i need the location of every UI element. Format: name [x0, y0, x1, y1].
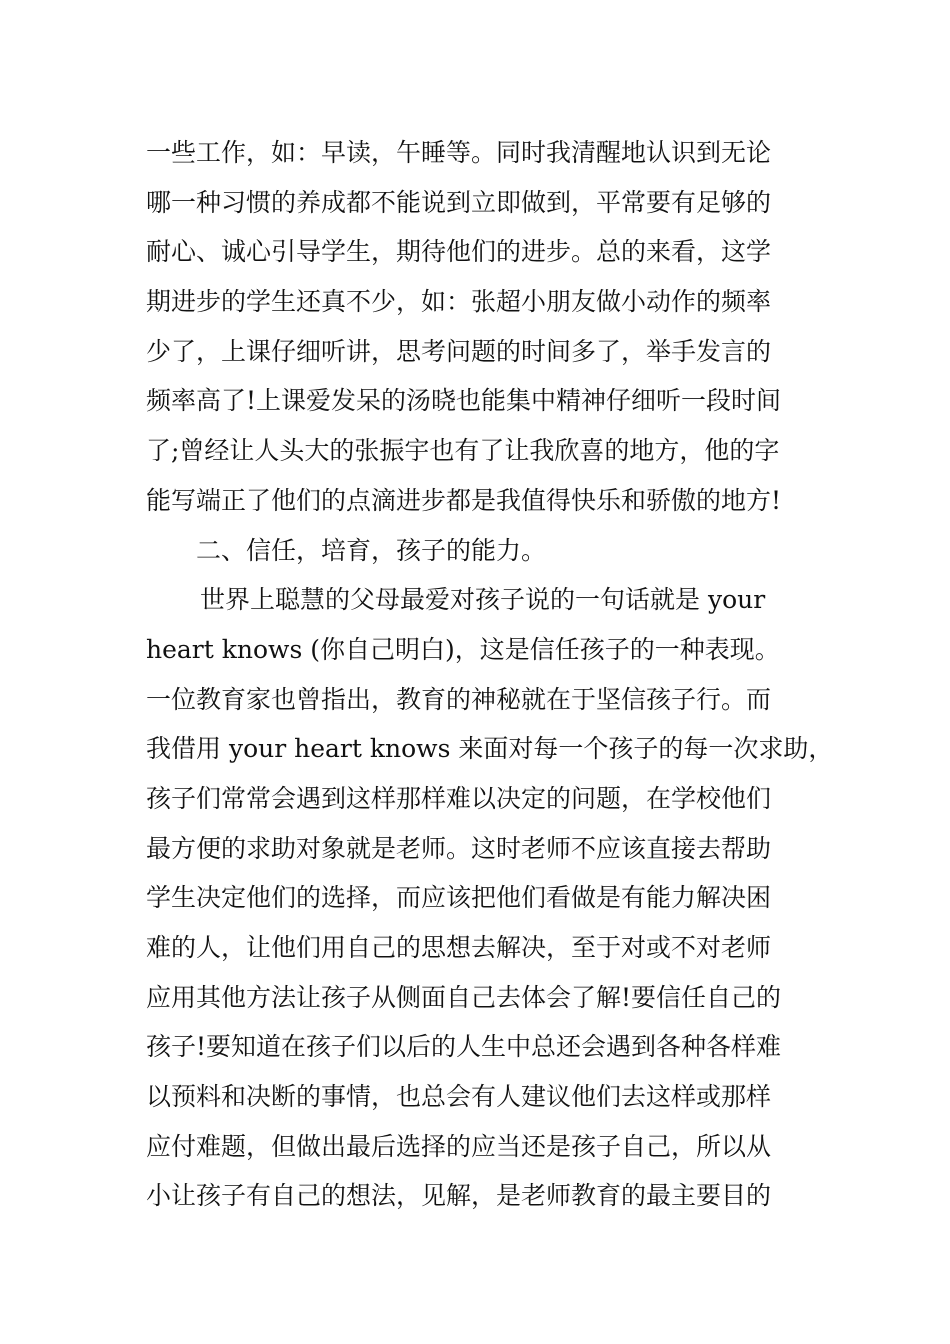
text-line-11: heart knows (你自己明白)，这是信任孩子的一种表现。 — [146, 634, 780, 664]
text-line-19: 孩子!要知道在孩子们以后的人生中总还会遇到各种各样难 — [146, 1032, 782, 1062]
text-line-15: 最方便的求助对象就是老师。这时老师不应该直接去帮助 — [146, 833, 772, 863]
text-line-13: 我借用 your heart knows 来面对每一个孩子的每一次求助， — [146, 734, 834, 764]
text-line-14: 孩子们常常会遇到这样那样难以决定的问题，在学校他们 — [146, 783, 772, 813]
text-line-4: 期进步的学生还真不少，如：张超小朋友做小动作的频率 — [146, 287, 772, 317]
text-line-12: 一位教育家也曾指出，教育的神秘就在于坚信孩子行。而 — [146, 684, 772, 714]
text-line-3: 耐心、诚心引导学生，期待他们的进步。总的来看，这学 — [146, 237, 772, 267]
text-line-2: 哪一种习惯的养成都不能说到立即做到，平常要有足够的 — [146, 187, 772, 217]
text-line-16: 学生决定他们的选择，而应该把他们看做是有能力解决困 — [146, 883, 772, 913]
body-text — [146, 128, 834, 1221]
text-line-20: 以预料和决断的事情，也总会有人建议他们去这样或那样 — [146, 1082, 772, 1112]
text-line-8: 能写端正了他们的点滴进步都是我值得快乐和骄傲的地方! — [146, 485, 782, 515]
text-line-6: 频率高了!上课爱发呆的汤晓也能集中精神仔细听一段时间 — [146, 386, 782, 416]
text-line-22: 小让孩子有自己的想法，见解，是老师教育的最主要目的 — [146, 1181, 772, 1211]
text-line-17: 难的人，让他们用自己的思想去解决，至于对或不对老师 — [146, 933, 772, 962]
text-line-5: 少了，上课仔细听讲，思考问题的时间多了，举手发言的 — [146, 336, 772, 366]
section-heading: 二、信任，培育，孩子的能力。 — [196, 535, 547, 565]
text-line-21: 应付难题，但做出最后选择的应当还是孩子自己，所以从 — [146, 1131, 772, 1161]
text-line-10: 世界上聪慧的父母最爱对孩子说的一句话就是 your — [200, 585, 766, 615]
text-line-18: 应用其他方法让孩子从侧面自己去体会了解!要信任自己的 — [146, 982, 782, 1012]
text-line-7: 了;曾经让人头大的张振宇也有了让我欣喜的地方，他的字 — [146, 436, 780, 466]
text-line-1: 一些工作，如：早读，午睡等。同时我清醒地认识到无论 — [146, 138, 772, 167]
